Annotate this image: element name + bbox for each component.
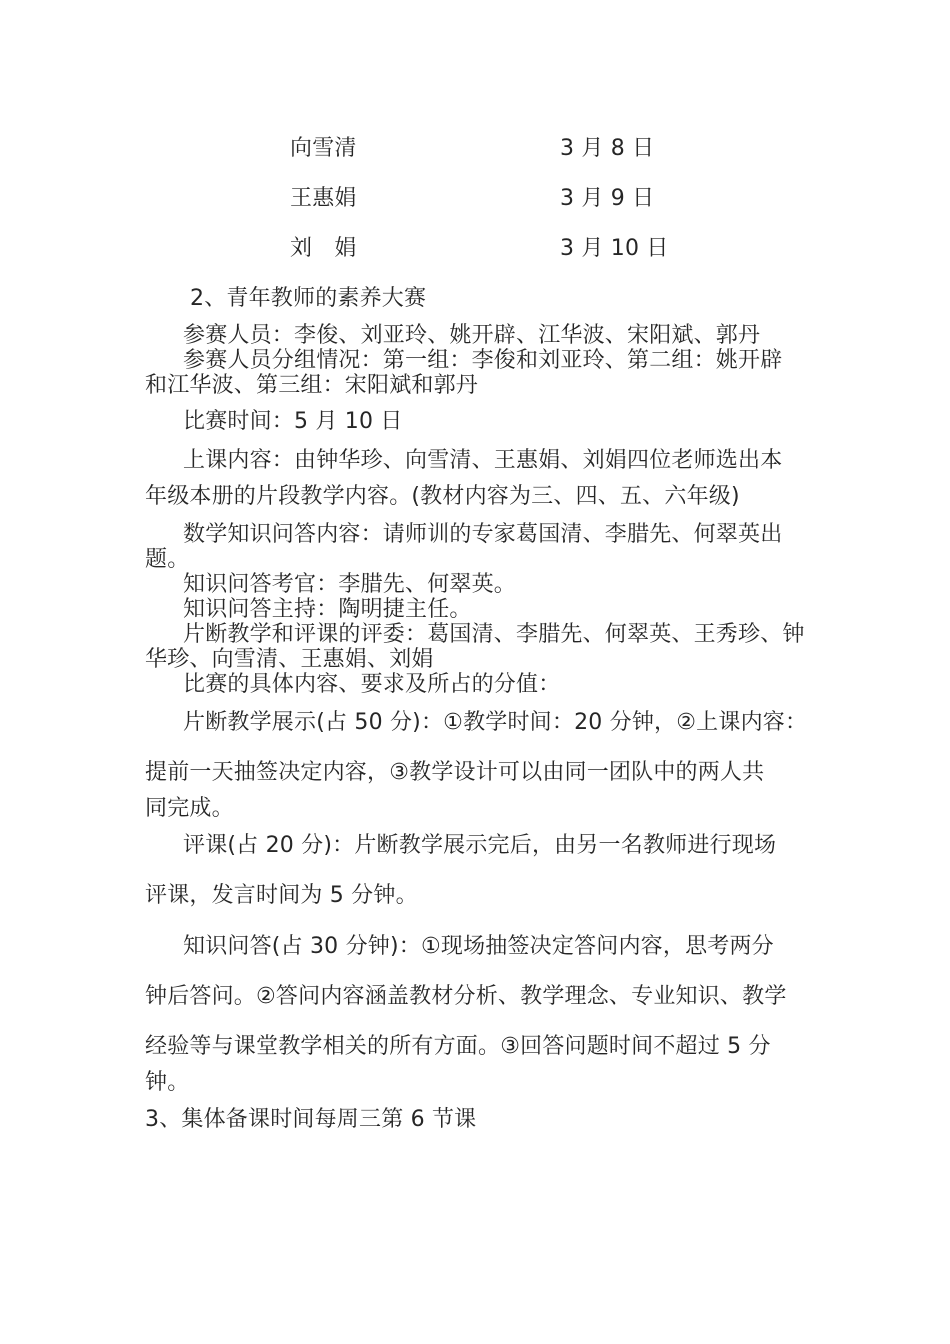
schedule-date-3: 3 月 10 日 [560, 236, 669, 261]
section-3-heading: 3、集体备课时间每周三第 6 节课 [145, 1107, 477, 1132]
class-content-line-1: 上课内容：由钟华珍、向雪清、王惠娟、刘娟四位老师选出本 [183, 448, 783, 473]
knowledge-qa-line-2: 钟后答问。②答问内容涵盖教材分析、教学理念、专业知识、教学 [145, 984, 787, 1009]
qa-content-line-2: 题。 [145, 547, 190, 572]
schedule-name-3: 刘 娟 [290, 236, 357, 261]
teaching-display-line-2: 提前一天抽签决定内容，③教学设计可以由同一团队中的两人共 [145, 760, 765, 785]
groups-line-2: 和江华波、第三组：宋阳斌和郭丹 [145, 373, 479, 398]
schedule-name-2: 王惠娟 [290, 186, 357, 211]
groups-line-1: 参赛人员分组情况：第一组：李俊和刘亚玲、第二组：姚开辟 [183, 348, 783, 373]
section-2-heading: 2、青年教师的素养大赛 [190, 286, 427, 311]
judges-line-1: 片断教学和评课的评委：葛国清、李腊先、何翠英、王秀珍、钟 [183, 622, 805, 647]
participants-line: 参赛人员：李俊、刘亚玲、姚开辟、江华波、宋阳斌、郭丹 [183, 323, 761, 348]
teaching-display-line-1: 片断教学展示(占 50 分)：①教学时间：20 分钟，②上课内容： [183, 710, 808, 735]
class-content-line-2: 年级本册的片段教学内容。(教材内容为三、四、五、六年级) [145, 484, 740, 509]
qa-host: 知识问答主持：陶明捷主任。 [183, 597, 472, 622]
competition-time: 比赛时间：5 月 10 日 [183, 409, 403, 434]
schedule-name-1: 向雪清 [290, 136, 357, 161]
review-line-1: 评课(占 20 分)：片断教学展示完后，由另一名教师进行现场 [183, 833, 777, 858]
judges-line-2: 华珍、向雪清、王惠娟、刘娟 [145, 647, 434, 672]
teaching-display-line-3: 同完成。 [145, 796, 234, 821]
review-line-2: 评课，发言时间为 5 分钟。 [145, 883, 418, 908]
requirements-intro: 比赛的具体内容、要求及所占的分值： [183, 672, 561, 697]
schedule-date-1: 3 月 8 日 [560, 136, 655, 161]
knowledge-qa-line-4: 钟。 [145, 1070, 190, 1095]
knowledge-qa-line-1: 知识问答(占 30 分钟)：①现场抽签决定答问内容，思考两分 [183, 934, 774, 959]
knowledge-qa-line-3: 经验等与课堂教学相关的所有方面。③回答问题时间不超过 5 分 [145, 1034, 771, 1059]
qa-examiners: 知识问答考官：李腊先、何翠英。 [183, 572, 517, 597]
schedule-date-2: 3 月 9 日 [560, 186, 655, 211]
qa-content-line-1: 数学知识问答内容：请师训的专家葛国清、李腊先、何翠英出 [183, 522, 783, 547]
